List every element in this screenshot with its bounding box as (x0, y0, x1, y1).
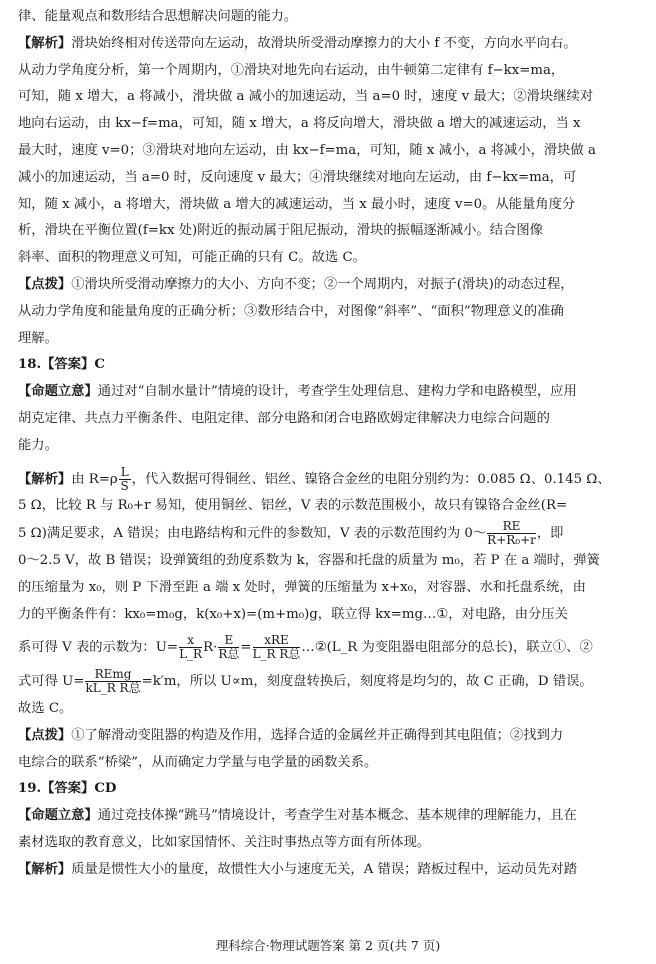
intent-line: 【命题立意】通过对“自制水量计”情境的设计，考查学生处理信息、建构力学和电路模型，应用 (18, 384, 577, 400)
analysis-tag: 【解析】 (18, 861, 72, 877)
text-line: 斜率、面积的物理意义可知，可能正确的只有 C。故选 C。 (18, 250, 366, 266)
intent-tag: 【命题立意】 (18, 808, 98, 824)
text-line: 从动力学角度分析，第一个周期内，①滑块对地先向右运动，由牛顿第二定律有 f−kx=ma， (18, 62, 565, 78)
text-line: 可知，随 x 增大，a 将减小，滑块做 a 减小的加速运动，当 a=0 时，速度 v 最大；②滑块继续对 (18, 89, 594, 105)
analysis-line: 【解析】滑块始终相对传送带向左运动，故滑块所受滑动摩擦力的大小 f 不变，方向水平向右。 (18, 35, 577, 51)
text-line: 的压缩量为 x₀，则 P 下滑至距 a 端 x 处时，弹簧的压缩量为 x+x₀，对容器、水和托盘系统，由 (18, 579, 586, 595)
text-line: 0～2.5 V，故 B 错误；设弹簧组的劲度系数为 k，容器和托盘的质量为 m₀，若 P 在 a 端时，弹簧 (18, 552, 600, 568)
fraction-remg: $\frac{\text{REmg}}{\text{kL\_R R总}}$ (85, 667, 141, 696)
analysis-tag: 【解析】 (18, 471, 72, 487)
text-line: 最大时，速度 v=0；③滑块对地向左运动，由 kx−f=ma，可知，随 x 减小，a 将减小，滑块做 a (18, 142, 596, 158)
analysis-line: 【解析】由 R=ρ $\frac{L}{S}$ ，代入数据可得铜丝、铝丝、镍铬合金丝的电阻分别约为：0.085 Ω、0.145 Ω、 (18, 464, 611, 493)
fraction-voltage-range: $\frac{RE}{\text{R+R₀+r}}$ (487, 519, 536, 548)
analysis-line: 【解析】质量是惯性大小的量度，故惯性大小与速度无关，A 错误；踏板过程中，运动员先对踏 (18, 861, 578, 877)
question-19-answer: 19.【答案】CD (18, 781, 117, 797)
text-line: 能力。 (18, 437, 58, 453)
text-line: 力的平衡条件有：kx₀=m₀g，k(x₀+x)=(m+m₀)g，联立得 kx=mg…①，对电路，由分压关 (18, 606, 568, 622)
fraction-l-over-s: $\frac{L}{S}$ (120, 464, 129, 493)
text-line: 5 Ω)满足要求，A 错误；由电路结构和元件的参数知，V 表的示数范围约为 0～ $\frac{RE}{\text{R+R₀+r}}$ ，即 (18, 519, 564, 548)
text-line: 律、能量观点和数形结合思想解决问题的能力。 (18, 9, 298, 24)
tip-tag: 【点拨】 (18, 276, 72, 292)
analysis-tag: 【解析】 (18, 35, 72, 51)
text-line: 知，随 x 减小，a 将增大，滑块做 a 增大的减速运动，当 x 最小时，速度 v=0。从能量角度分 (18, 196, 576, 212)
fraction-xre: $\frac{\text{xRE}}{\text{L\_R R总}}$ (252, 633, 301, 662)
fraction-e-over-r: $\frac{E}{\text{R总}}$ (218, 633, 240, 662)
tip-line: 【点拨】①滑块所受滑动摩擦力的大小、方向不变；②一个周期内，对振子(滑块)的动态过程， (18, 276, 574, 292)
text-line: 减小的加速运动，当 a=0 时，反向速度 v 最大；④滑块继续对地向左运动，由 f−kx=ma，可 (18, 169, 577, 185)
text-line: 地向右运动，由 kx−f=ma，可知，随 x 增大，a 将反向增大，滑块做 a 增大的减速运动，当 x (18, 116, 581, 132)
text-line: 从动力学角度和能量角度的正确分析；③数形结合中，对图像“斜率”、“面积”物理意义的准确 (18, 303, 564, 319)
fraction-x-over-lr: $\frac{x}{L\_R}$ (179, 633, 203, 662)
tip-line: 【点拨】①了解滑动变阻器的构造及作用，选择合适的金属丝并正确得到其电阻值；②找到力 (18, 727, 564, 743)
question-number: 19. (18, 781, 42, 797)
text-line: 理解。 (18, 330, 58, 346)
page-footer: 理科综合·物理试题答案 第 2 页(共 7 页) (215, 938, 441, 953)
question-number: 18. (18, 357, 42, 373)
text-line: 故选 C。 (18, 700, 73, 716)
text-line: 析，滑块在平衡位置(f=kx 处)附近的振动属于阻尼振动，滑块的振幅逐渐减小。结合图像 (18, 223, 543, 239)
text-line: 胡克定律、共点力平衡条件、电阻定律、部分电路和闭合电路欧姆定律解决力电综合问题的 (18, 410, 550, 426)
tip-tag: 【点拨】 (18, 727, 72, 743)
question-18-answer: 18.【答案】C (18, 357, 105, 373)
text-line: 电综合的联系“桥梁”，从而确定力学量与电学量的函数关系。 (18, 754, 378, 770)
text-line: 素材选取的教育意义，比如家国情怀、关注时事热点等方面有所体现。 (18, 834, 431, 850)
formula-line: 系可得 V 表的示数为：U= $\frac{x}{L\_R}$ R· $\frac{E}{\text{R总}}$ = $\frac{\text{xRE}}{\text{L\_R R总}}$ …②(L_R 为变阻器电阻部分的总长)，联立①、② (18, 633, 593, 662)
intent-tag: 【命题立意】 (18, 384, 98, 400)
text-line: 5 Ω，比较 R 与 R₀+r 易知，使用铜丝、铝丝，V 表的示数范围极小，故只有镍铬合金丝(R= (18, 498, 568, 514)
intent-line: 【命题立意】通过竞技体操“跳马”情境设计，考查学生对基本概念、基本规律的理解能力，且在 (18, 808, 577, 824)
formula-line: 式可得 U= $\frac{\text{REmg}}{\text{kL\_R R总}}$ =k′m，所以 U∝m，刻度盘转换后，刻度将是均匀的，故 C 正确，D 错误。 (18, 667, 593, 696)
